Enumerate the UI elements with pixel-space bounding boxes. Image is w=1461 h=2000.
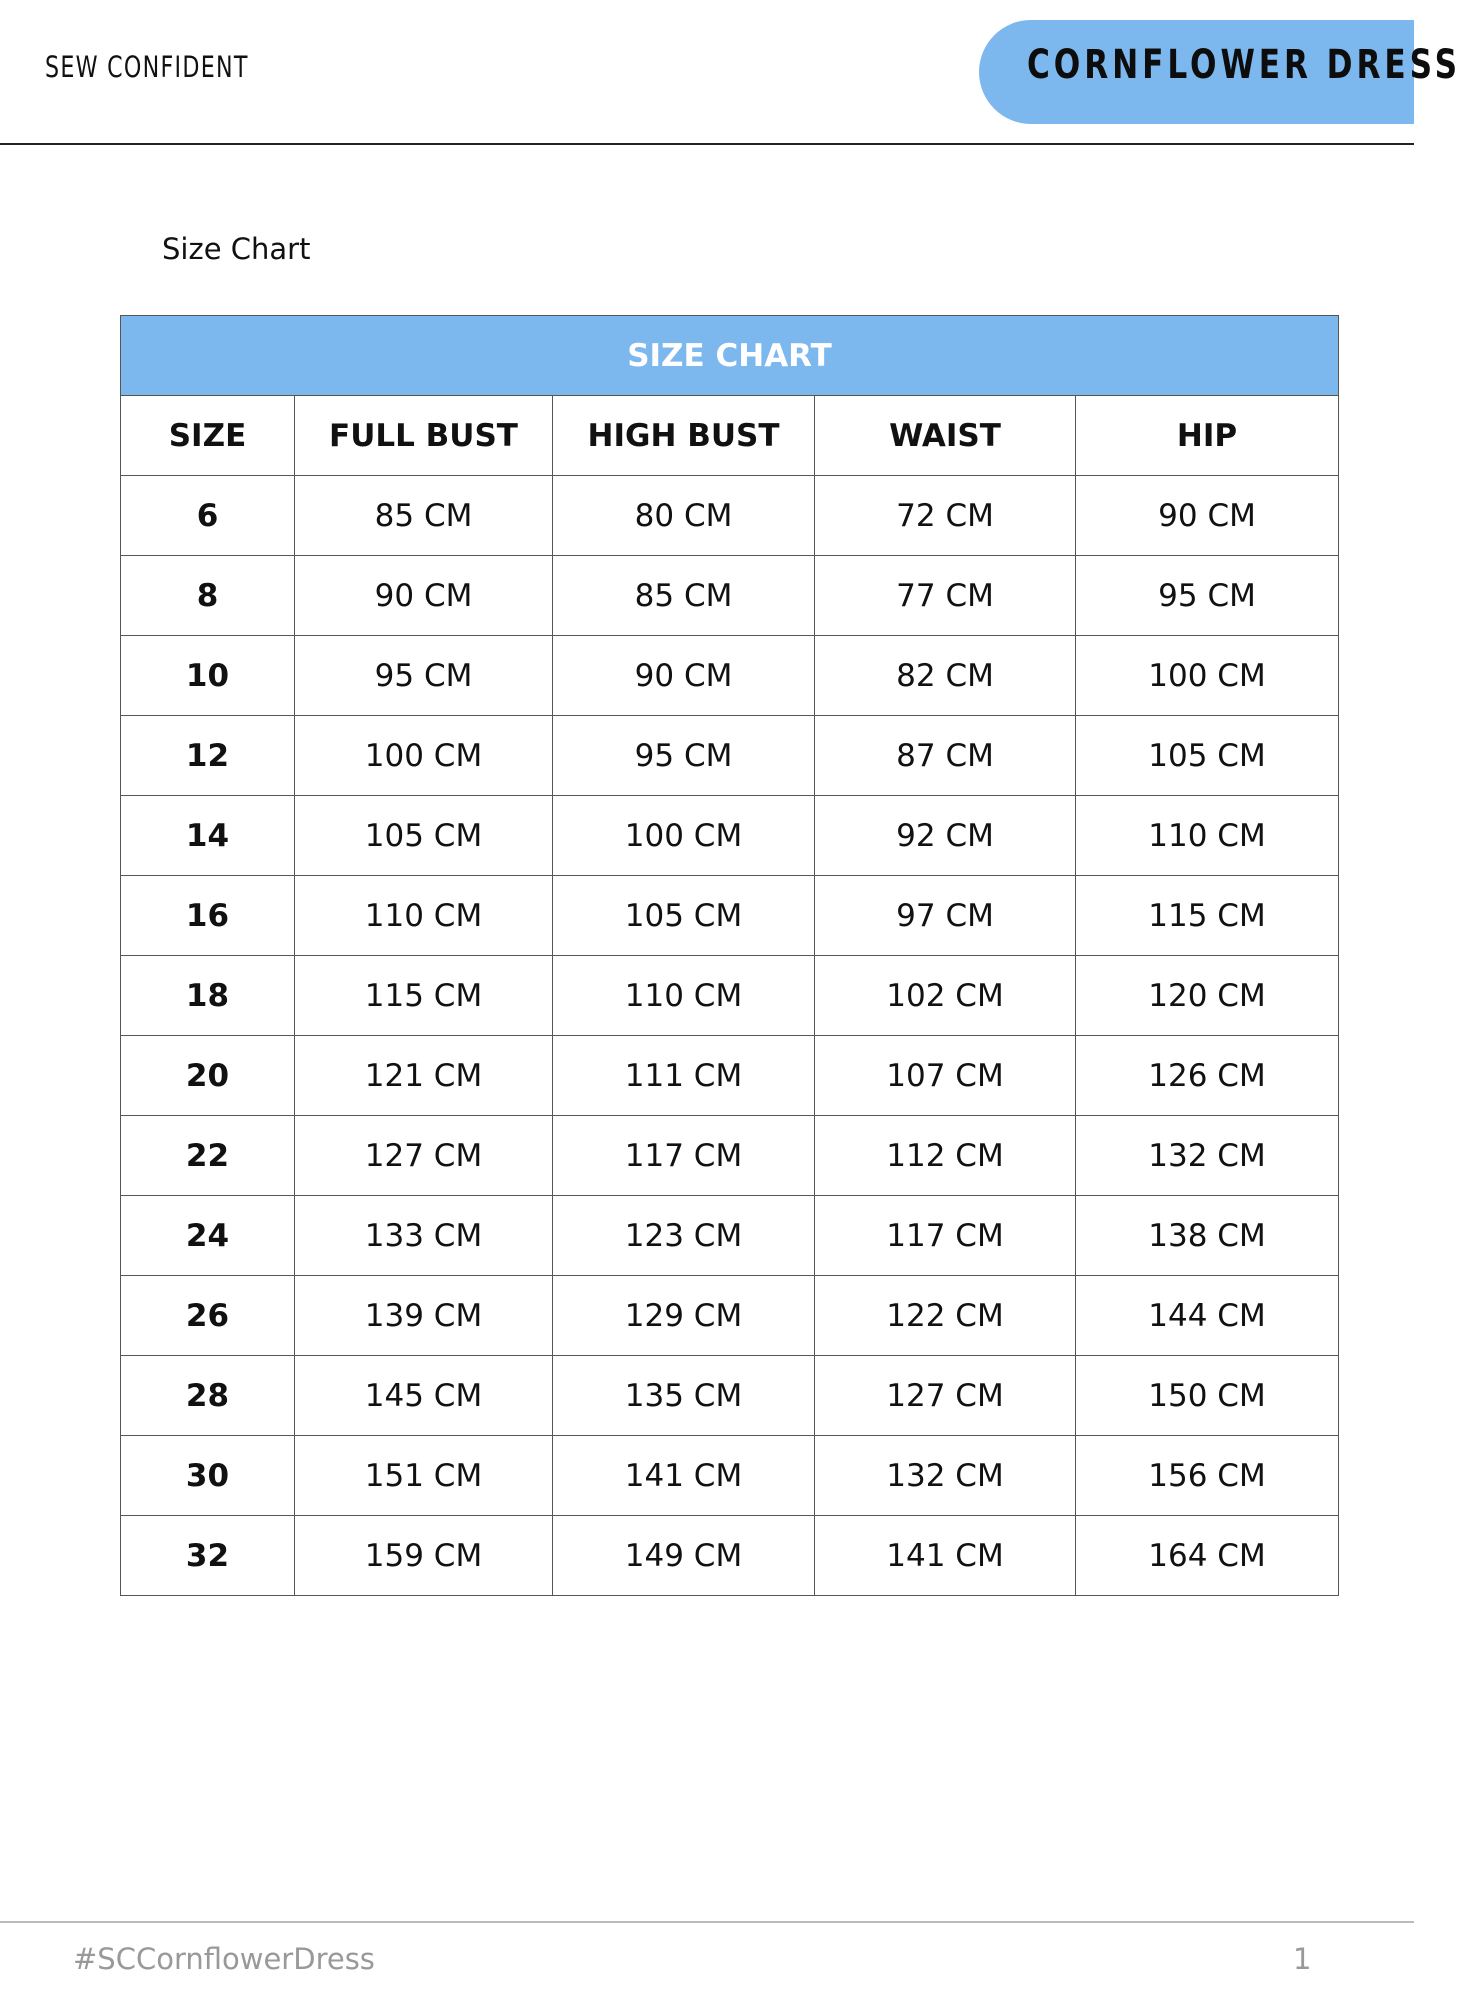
- brand-name: SEW CONFIDENT: [45, 50, 249, 84]
- cell-size: 6: [121, 476, 295, 556]
- cell-hip: 126 CM: [1076, 1036, 1339, 1116]
- cell-hip: 156 CM: [1076, 1436, 1339, 1516]
- footer-divider: [0, 1921, 1414, 1923]
- table-banner-row: [121, 316, 1339, 396]
- cell-high-bust: 105 CM: [553, 876, 815, 956]
- cell-high-bust: 135 CM: [553, 1356, 815, 1436]
- cell-waist: 102 CM: [815, 956, 1076, 1036]
- cell-hip: 138 CM: [1076, 1196, 1339, 1276]
- footer-hashtag: #SCCornflowerDress: [73, 1942, 375, 1976]
- cell-hip: 132 CM: [1076, 1116, 1339, 1196]
- cell-high-bust: 123 CM: [553, 1196, 815, 1276]
- size-chart-table: [120, 315, 1339, 1596]
- cell-high-bust: 100 CM: [553, 796, 815, 876]
- cell-hip: 120 CM: [1076, 956, 1339, 1036]
- table-body: [121, 476, 1339, 1596]
- table-row: [121, 956, 1339, 1036]
- column-header-hip: HIP: [1076, 396, 1339, 476]
- header-divider: [0, 143, 1414, 145]
- cell-full-bust: 121 CM: [295, 1036, 553, 1116]
- cell-high-bust: 111 CM: [553, 1036, 815, 1116]
- column-header-size: SIZE: [121, 396, 295, 476]
- cell-waist: 72 CM: [815, 476, 1076, 556]
- cell-size: 24: [121, 1196, 295, 1276]
- cell-full-bust: 90 CM: [295, 556, 553, 636]
- cell-full-bust: 133 CM: [295, 1196, 553, 1276]
- column-header-waist: WAIST: [815, 396, 1076, 476]
- cell-hip: 110 CM: [1076, 796, 1339, 876]
- cell-size: 20: [121, 1036, 295, 1116]
- cell-waist: 141 CM: [815, 1516, 1076, 1596]
- cell-hip: 95 CM: [1076, 556, 1339, 636]
- cell-waist: 82 CM: [815, 636, 1076, 716]
- table-row: [121, 1516, 1339, 1596]
- table-banner-title: SIZE CHART: [121, 316, 1339, 396]
- page-number: 1: [1293, 1942, 1312, 1976]
- table-row: [121, 1356, 1339, 1436]
- table-row: [121, 1196, 1339, 1276]
- cell-size: 16: [121, 876, 295, 956]
- cell-size: 8: [121, 556, 295, 636]
- table-row: [121, 476, 1339, 556]
- column-header-high-bust: HIGH BUST: [553, 396, 815, 476]
- cell-size: 10: [121, 636, 295, 716]
- cell-size: 30: [121, 1436, 295, 1516]
- cell-full-bust: 85 CM: [295, 476, 553, 556]
- cell-waist: 87 CM: [815, 716, 1076, 796]
- cell-waist: 122 CM: [815, 1276, 1076, 1356]
- cell-full-bust: 159 CM: [295, 1516, 553, 1596]
- cell-size: 22: [121, 1116, 295, 1196]
- cell-waist: 132 CM: [815, 1436, 1076, 1516]
- cell-size: 12: [121, 716, 295, 796]
- table-row: [121, 716, 1339, 796]
- cell-high-bust: 80 CM: [553, 476, 815, 556]
- cell-hip: 105 CM: [1076, 716, 1339, 796]
- table-row: [121, 796, 1339, 876]
- cell-high-bust: 129 CM: [553, 1276, 815, 1356]
- cell-hip: 115 CM: [1076, 876, 1339, 956]
- cell-high-bust: 149 CM: [553, 1516, 815, 1596]
- table-row: [121, 1116, 1339, 1196]
- cell-full-bust: 105 CM: [295, 796, 553, 876]
- table-row: [121, 636, 1339, 716]
- cell-size: 14: [121, 796, 295, 876]
- cell-high-bust: 141 CM: [553, 1436, 815, 1516]
- cell-size: 32: [121, 1516, 295, 1596]
- cell-high-bust: 90 CM: [553, 636, 815, 716]
- section-heading: Size Chart: [162, 232, 311, 266]
- column-header-full-bust: FULL BUST: [295, 396, 553, 476]
- cell-full-bust: 127 CM: [295, 1116, 553, 1196]
- cell-full-bust: 151 CM: [295, 1436, 553, 1516]
- table-row: [121, 876, 1339, 956]
- cell-full-bust: 139 CM: [295, 1276, 553, 1356]
- cell-waist: 117 CM: [815, 1196, 1076, 1276]
- table-row: [121, 1036, 1339, 1116]
- cell-hip: 164 CM: [1076, 1516, 1339, 1596]
- cell-size: 26: [121, 1276, 295, 1356]
- cell-high-bust: 85 CM: [553, 556, 815, 636]
- cell-high-bust: 110 CM: [553, 956, 815, 1036]
- cell-full-bust: 100 CM: [295, 716, 553, 796]
- cell-hip: 100 CM: [1076, 636, 1339, 716]
- document-title: CORNFLOWER DRESS: [1027, 42, 1461, 88]
- cell-waist: 107 CM: [815, 1036, 1076, 1116]
- cell-hip: 150 CM: [1076, 1356, 1339, 1436]
- table-row: [121, 1436, 1339, 1516]
- table-row: [121, 556, 1339, 636]
- cell-waist: 112 CM: [815, 1116, 1076, 1196]
- cell-high-bust: 117 CM: [553, 1116, 815, 1196]
- cell-full-bust: 110 CM: [295, 876, 553, 956]
- table-row: [121, 1276, 1339, 1356]
- cell-waist: 77 CM: [815, 556, 1076, 636]
- document-title-banner: [979, 20, 1461, 124]
- cell-full-bust: 115 CM: [295, 956, 553, 1036]
- cell-high-bust: 95 CM: [553, 716, 815, 796]
- cell-hip: 90 CM: [1076, 476, 1339, 556]
- cell-waist: 97 CM: [815, 876, 1076, 956]
- cell-size: 28: [121, 1356, 295, 1436]
- cell-full-bust: 145 CM: [295, 1356, 553, 1436]
- cell-waist: 127 CM: [815, 1356, 1076, 1436]
- cell-full-bust: 95 CM: [295, 636, 553, 716]
- table-header-row: [121, 396, 1339, 476]
- cell-hip: 144 CM: [1076, 1276, 1339, 1356]
- cell-size: 18: [121, 956, 295, 1036]
- cell-waist: 92 CM: [815, 796, 1076, 876]
